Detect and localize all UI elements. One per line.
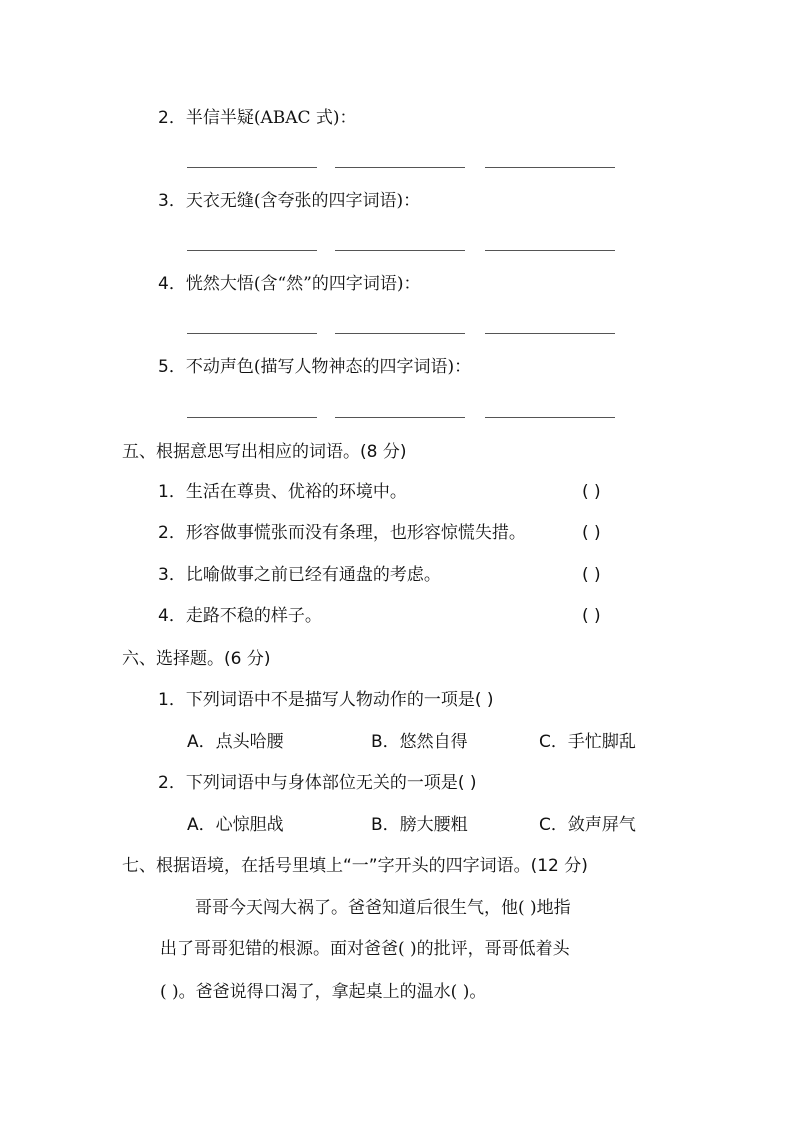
passage-line: 出了哥哥犯错的根源。面对爸爸( )的批评，哥哥低着头 [160, 939, 570, 959]
item-number: 3． [158, 191, 186, 211]
question-stem: 1．下列词语中不是描写人物动作的一项是( ) [158, 690, 494, 710]
blank-line[interactable] [485, 249, 615, 251]
blank-line[interactable] [187, 249, 317, 251]
option-b[interactable]: B．膀大腰粗 [371, 815, 468, 835]
definition-item: 3．比喻做事之前已经有通盘的考虑。 [158, 565, 441, 585]
blank-line[interactable] [485, 416, 615, 418]
item-hint: (含“然”的四字词语)： [253, 274, 421, 294]
definition-item: 1．生活在尊贵、优裕的环境中。 [158, 482, 407, 502]
section-5-heading: 五、根据意思写出相应的词语。(8 分) [122, 442, 407, 462]
item-number: 4． [158, 274, 186, 294]
blank-line[interactable] [335, 416, 465, 418]
blank-line[interactable] [335, 249, 465, 251]
word-item-2 [158, 106, 357, 130]
blank-line[interactable] [187, 166, 317, 168]
item-term: 天衣无缝 [185, 191, 254, 211]
passage-line: 哥哥今天闯大祸了。爸爸知道后很生气，他( )地指 [195, 898, 571, 918]
section-7-heading: 七、根据语境，在括号里填上“一”字开头的四字词语。(12 分) [122, 856, 588, 876]
item-hint: (含夸张的四字词语)： [253, 191, 421, 211]
word-item-4 [158, 272, 420, 296]
option-c[interactable]: C．手忙脚乱 [539, 732, 636, 752]
question-stem: 2．下列词语中与身体部位无关的一项是( ) [158, 773, 477, 793]
option-a[interactable]: A．点头哈腰 [187, 732, 284, 752]
item-number: 2． [158, 108, 186, 128]
answer-parens[interactable]: ( ) [582, 482, 601, 502]
blank-line[interactable] [187, 332, 317, 334]
blank-line[interactable] [187, 416, 317, 418]
item-number: 5． [158, 357, 186, 377]
answer-parens[interactable]: ( ) [582, 523, 601, 543]
item-term: 恍然大悟 [185, 274, 254, 294]
answer-parens[interactable]: ( ) [582, 606, 601, 626]
item-term: 半信半疑 [185, 108, 254, 128]
section-6-heading: 六、选择题。(6 分) [122, 649, 271, 669]
definition-item: 4．走路不稳的样子。 [158, 606, 322, 626]
option-a[interactable]: A．心惊胆战 [187, 815, 284, 835]
word-item-3 [158, 189, 420, 213]
item-term: 不动声色 [185, 357, 254, 377]
item-hint: (描写人物神态的四字词语)： [253, 357, 472, 377]
option-b[interactable]: B．悠然自得 [371, 732, 468, 752]
blank-line[interactable] [485, 166, 615, 168]
blank-line[interactable] [335, 332, 465, 334]
item-hint: (ABAC 式)： [253, 108, 357, 128]
option-c[interactable]: C．敛声屏气 [539, 815, 636, 835]
word-item-5 [158, 355, 471, 379]
blank-line[interactable] [485, 332, 615, 334]
answer-parens[interactable]: ( ) [582, 565, 601, 585]
definition-item: 2．形容做事慌张而没有条理，也形容惊慌失措。 [158, 523, 526, 543]
blank-line[interactable] [335, 166, 465, 168]
passage-line: ( )。爸爸说得口渴了，拿起桌上的温水( )。 [160, 982, 487, 1002]
